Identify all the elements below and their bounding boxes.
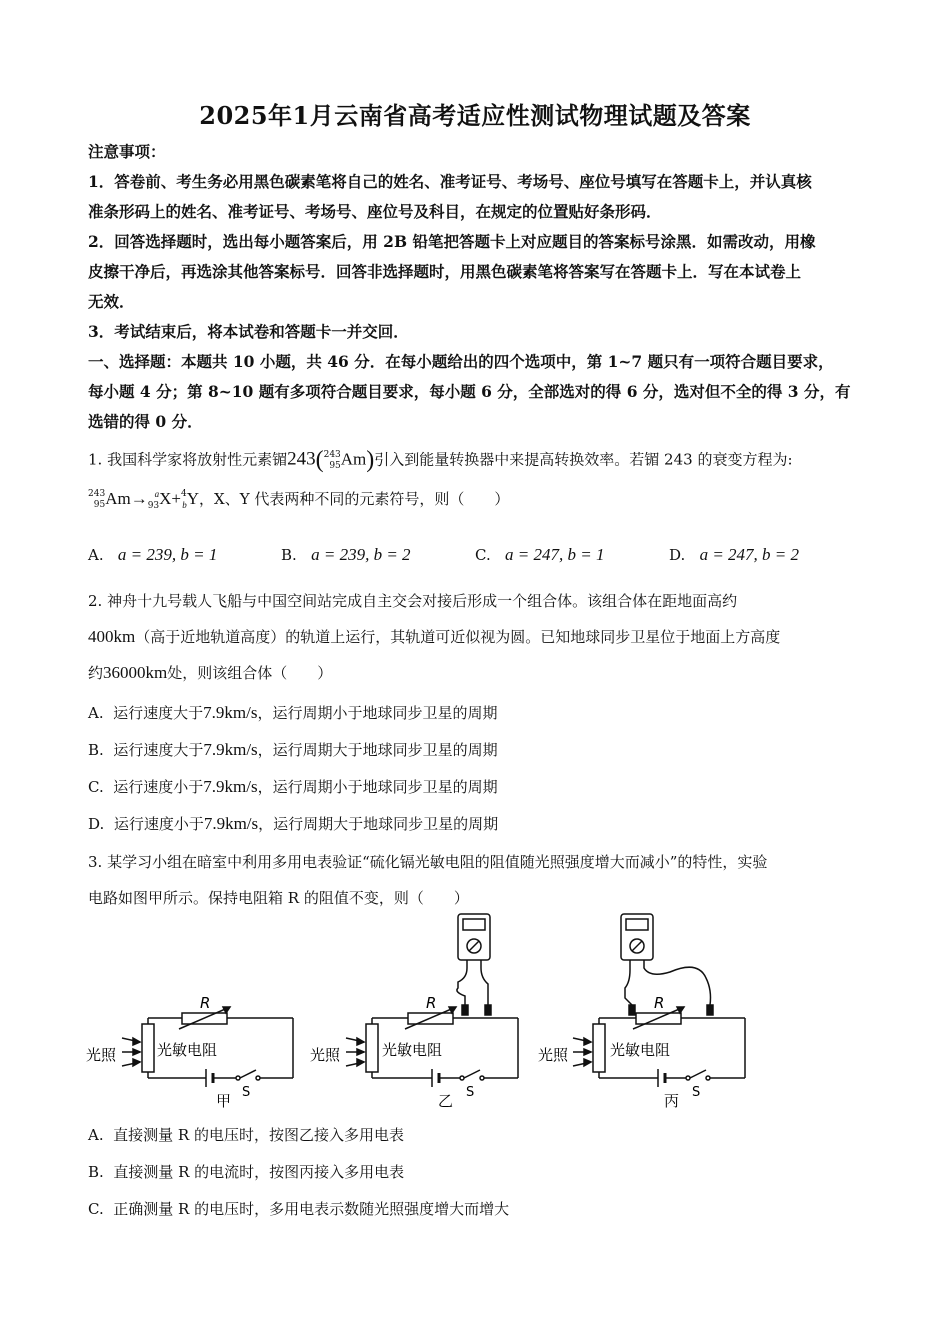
option-letter: A. (88, 546, 104, 564)
option-text: ，运行周期小于地球同步卫星的周期 (257, 704, 498, 722)
q2-sync-height: 36000km (103, 663, 168, 682)
note-2b: 皮擦干净后，再选涂其他答案标号．回答非选择题时，用黑色碳素笔将答案写在答题卡上．写在本试卷上 (88, 262, 802, 281)
q2-option-b[interactable] (88, 739, 498, 760)
label-light-jia: 光照 (86, 1046, 117, 1064)
note-2a: 2．回答选择题时，选出每小题答案后，用 2B 铅笔把答题卡上对应题目的答案标号涂黑．如需改动，用橡 (88, 232, 816, 251)
q1-option-c[interactable] (475, 545, 604, 565)
q1-symbol: Am (340, 449, 367, 469)
option-text: a = 239, b = 1 (117, 545, 218, 564)
option-text: 直接测量 R 的电流时，按图丙接入多用电表 (113, 1163, 405, 1181)
option-letter: C. (88, 1200, 104, 1218)
option-value: 7.9km/s (203, 814, 259, 833)
caption-jia: 甲 (216, 1092, 232, 1110)
eq-am-a: 243 (88, 489, 106, 499)
eq-y-symbol: Y (186, 489, 200, 508)
label-s-yi: S (466, 1085, 475, 1100)
multimeter-display (626, 919, 648, 930)
q1-text-post: 引入到能量转换器中来提高转换效率。若镅 243 的衰变方程为: (374, 450, 793, 469)
q1-tail: ，X、Y 代表两种不同的元素符号，则（ ） (199, 490, 510, 508)
label-ldr-yi: 光敏电阻 (382, 1041, 443, 1059)
option-letter: A. (88, 1126, 104, 1144)
eq-am-z: 95 (93, 500, 106, 510)
q1-option-d[interactable] (669, 545, 799, 565)
option-letter: B. (281, 546, 297, 564)
q1-iso-a: 243 (323, 449, 341, 460)
q1-equation-line (88, 488, 509, 512)
q2-height-value: 400km (88, 627, 136, 646)
switch-s (240, 1070, 256, 1078)
section-1c: 选错的得 0 分． (88, 412, 203, 431)
option-text: 直接测量 R 的电压时，按图乙接入多用电表 (113, 1126, 404, 1144)
label-s-bing: S (692, 1085, 701, 1100)
option-text: 运行速度大于 (113, 704, 204, 722)
note-1b: 准条形码上的姓名、准考证号、考场号、座位号及科目，在规定的位置贴好条形码． (88, 202, 662, 221)
q3-stem-line1: 3. 某学习小组在暗室中利用多用电表验证“硫化镉光敏电阻的阻值随光照强度增大而减小”的特性，实验 (88, 853, 768, 871)
q2-option-c[interactable] (88, 776, 498, 797)
option-text: 运行速度小于 (113, 815, 204, 833)
caption-bing: 丙 (664, 1092, 680, 1110)
option-text: 运行速度大于 (113, 741, 204, 759)
switch-s (690, 1070, 706, 1078)
option-value: 7.9km/s (203, 777, 258, 796)
option-text: ，运行周期大于地球同步卫星的周期 (257, 741, 498, 759)
label-ldr-bing: 光敏电阻 (610, 1041, 671, 1059)
eq-am-symbol: Am (105, 489, 131, 508)
option-value: 7.9km/s (203, 703, 258, 722)
page-title: 2025年1月云南省高考适应性测试物理试题及答案 (199, 101, 751, 130)
note-1a: 1．答卷前、考生务必用黑色碳素笔将自己的姓名、准考证号、考场号、座位号填写在答题卡上，并认真核 (88, 172, 812, 191)
eq-plus: + (171, 489, 182, 508)
q1-option-b[interactable] (281, 545, 411, 565)
note-2c: 无效． (88, 292, 135, 311)
eq-x-a: a (154, 488, 160, 499)
photoresistor (142, 1024, 154, 1072)
option-letter: B. (88, 1163, 104, 1181)
q2-stem-line2 (88, 626, 780, 647)
section-1a: 一、选择题：本题共 10 小题，共 46 分．在每小题给出的四个选项中，第 1~7 题只有一项符合题目要求， (88, 352, 834, 371)
eq-y-a: 4 (181, 488, 187, 499)
option-letter: B. (88, 741, 104, 759)
option-text: ，运行周期小于地球同步卫星的周期 (257, 778, 498, 796)
option-text: ，运行周期大于地球同步卫星的周期 (258, 815, 499, 833)
q1-stem-line1: 1. 我国科学家将放射性元素镅243(243 95Am)引入到能量转换器中来提高转换效率。若镅 243 的衰变方程为: (88, 447, 793, 473)
notes-heading: 注意事项： (88, 142, 166, 161)
option-value: 7.9km/s (203, 740, 258, 759)
photoresistor (593, 1024, 605, 1072)
option-text: a = 247, b = 2 (699, 545, 800, 564)
label-light-yi: 光照 (310, 1046, 341, 1064)
switch-s (464, 1070, 480, 1078)
eq-y-z: b (182, 499, 187, 510)
q2-option-d[interactable] (88, 813, 498, 834)
label-ldr-jia: 光敏电阻 (157, 1041, 218, 1059)
label-r-jia: R (200, 994, 211, 1012)
q3-option-a[interactable] (88, 1124, 404, 1145)
label-r-yi: R (426, 994, 437, 1012)
option-letter: D. (669, 546, 686, 564)
caption-yi: 乙 (438, 1092, 454, 1110)
q3-stem-line2: 电路如图甲所示。保持电阻箱 R 的阻值不变，则（ ） (88, 889, 469, 907)
option-text: 运行速度小于 (113, 778, 204, 796)
eq-x-symbol: X (159, 489, 172, 508)
q2-text: 处，则该组合体（ ） (167, 664, 333, 682)
option-text: a = 239, b = 2 (311, 545, 411, 564)
option-text: a = 247, b = 1 (505, 545, 605, 564)
label-s-jia: S (242, 1085, 251, 1100)
q2-stem-line1: 2. 神舟十九号载人飞船与中国空间站完成自主交会对接后形成一个组合体。该组合体在距地面高约 (88, 592, 738, 610)
eq-arrow: → (130, 489, 148, 508)
section-1b: 每小题 4 分；第 8~10 题有多项符合题目要求，每小题 6 分，全部选对的得 6 分，选对但不全的得 3 分，有 (88, 382, 851, 401)
label-light-bing: 光照 (538, 1046, 569, 1064)
option-letter: D. (88, 815, 105, 833)
q2-stem-line3 (88, 662, 332, 683)
q2-option-a[interactable] (88, 702, 498, 723)
label-r-bing: R (654, 994, 665, 1012)
q3-option-b[interactable] (88, 1161, 404, 1182)
q1-mass: 243 (287, 448, 316, 470)
eq-x-z: 93 (147, 500, 160, 511)
q2-text: 约 (88, 664, 104, 682)
q2-text: （高于近地轨道高度）的轨道上运行，其轨道可近似视为圆。已知地球同步卫星位于地面上方高度 (135, 628, 781, 646)
option-letter: C. (88, 778, 104, 796)
q1-text-pre: 1. 我国科学家将放射性元素镅 (88, 450, 288, 469)
option-letter: A. (88, 704, 104, 722)
note-3: 3．考试结束后，将本试卷和答题卡一并交回． (88, 322, 409, 341)
circuit-figure (80, 912, 780, 1112)
photoresistor (366, 1024, 378, 1072)
q1-iso-z: 95 (329, 460, 341, 471)
q1-option-a[interactable] (88, 545, 217, 565)
option-text: 正确测量 R 的电压时，多用电表示数随光照强度增大而增大 (113, 1200, 510, 1218)
option-letter: C. (475, 546, 491, 564)
q3-option-c[interactable] (88, 1198, 509, 1219)
multimeter-display (463, 919, 485, 930)
